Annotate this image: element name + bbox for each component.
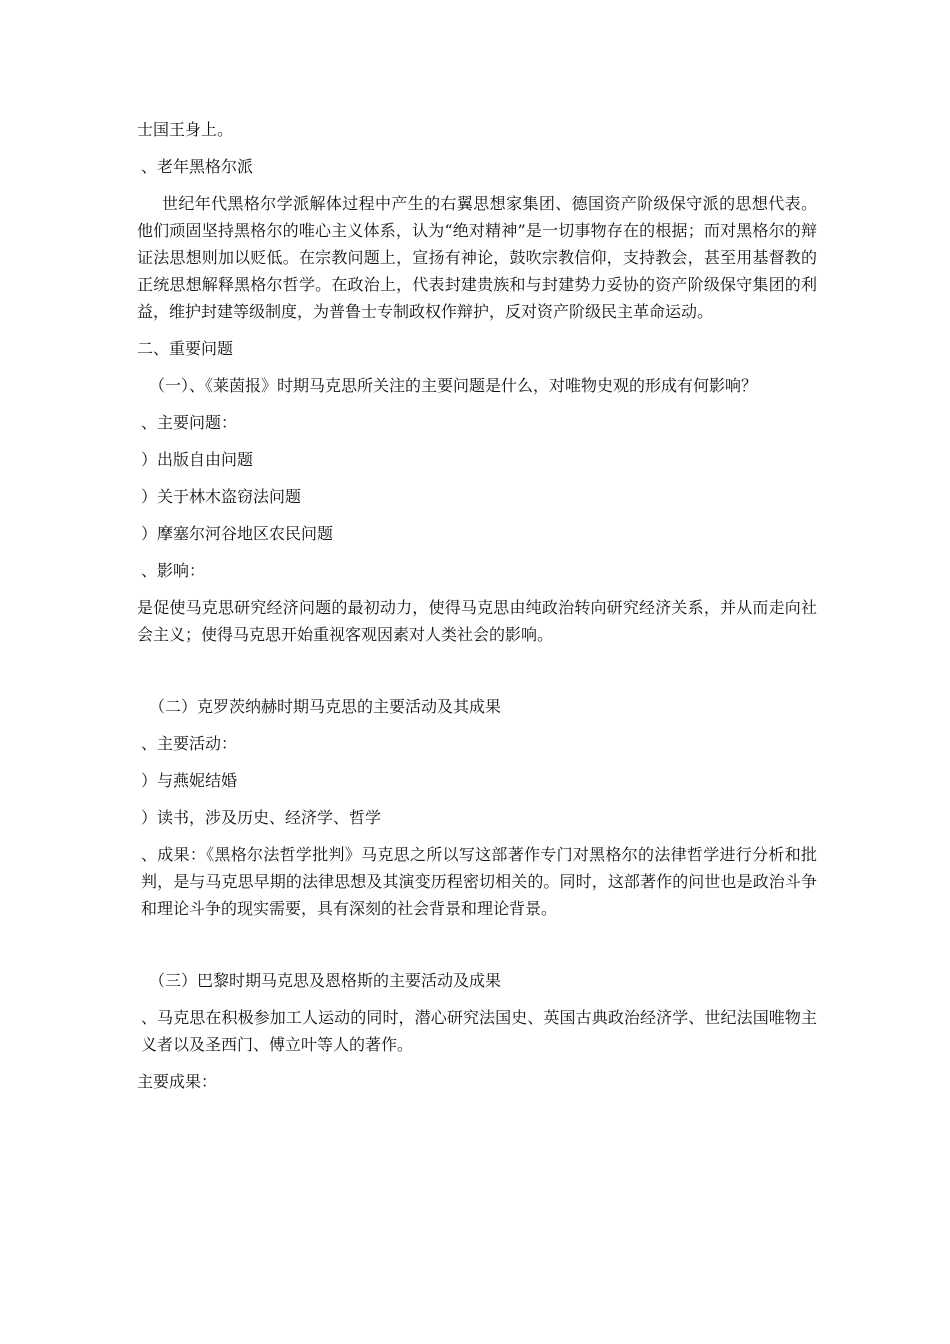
paragraph-paris-activities: 、马克思在积极参加工人运动的同时，潜心研究法国史、英国古典政治经济学、世纪法国唯物主义者以及圣西门、傅立叶等人的著作。 [141, 1008, 817, 1054]
spacer [137, 658, 817, 693]
paragraph-continuation: 士国王身上。 [137, 120, 234, 139]
list-heading-main-results: 主要成果： [137, 1072, 218, 1091]
question-heading-1: （一）、《莱茵报》时期马克思所关注的主要问题是什么，对唯物史观的形成有何影响？ [149, 376, 758, 395]
list-item: ）读书，涉及历史、经济学、哲学 [141, 808, 382, 827]
list-item: ）出版自由问题 [141, 450, 254, 469]
section-heading-key-questions: 二、重要问题 [137, 339, 234, 358]
paragraph-influence: 是促使马克思研究经济问题的最初动力，使得马克思由纯政治转向研究经济关系，并从而走向社会主义；使得马克思开始重视客观因素对人类社会的影响。 [137, 598, 817, 644]
list-item: ）关于林木盗窃法问题 [141, 487, 302, 506]
list-heading-main-issues: 、主要问题： [141, 413, 238, 432]
document-body [137, 116, 817, 1105]
paragraph-old-hegelians-definition: 世纪年代黑格尔学派解体过程中产生的右翼思想家集团、德国资产阶级保守派的思想代表。他们顽固坚持黑格尔的唯心主义体系，认为“绝对精神”是一切事物存在的根据；而对黑格尔的辩证法思想则加以贬低。在宗教问题上，宣扬有神论，鼓吹宗教信仰，支持教会，甚至用基督教的正统思想解释黑格尔哲学。在政治上，代表封建贵族和与封建势力妥协的资产阶级保守集团的利益，维护封建等级制度，为普鲁士专制政权作辩护，反对资产阶级民主革命运动。 [137, 194, 817, 321]
list-heading-influence: 、影响： [141, 561, 206, 580]
subheading-old-hegelians: 、老年黑格尔派 [141, 157, 254, 176]
list-item: ）与燕妮结婚 [141, 771, 238, 790]
list-heading-main-activities: 、主要活动： [141, 734, 238, 753]
question-heading-3: （三）巴黎时期马克思及恩格斯的主要活动及成果 [149, 971, 502, 990]
list-item: ）摩塞尔河谷地区农民问题 [141, 524, 334, 543]
spacer [137, 932, 817, 967]
paragraph-results: 、成果：《黑格尔法哲学批判》马克思之所以写这部著作专门对黑格尔的法律哲学进行分析和批判，是与马克思早期的法律思想及其演变历程密切相关的。同时，这部著作的问世也是政治斗争和理论斗争的现实需要，具有深刻的社会背景和理论背景。 [141, 845, 817, 918]
question-heading-2: （二）克罗茨纳赫时期马克思的主要活动及其成果 [149, 697, 502, 716]
